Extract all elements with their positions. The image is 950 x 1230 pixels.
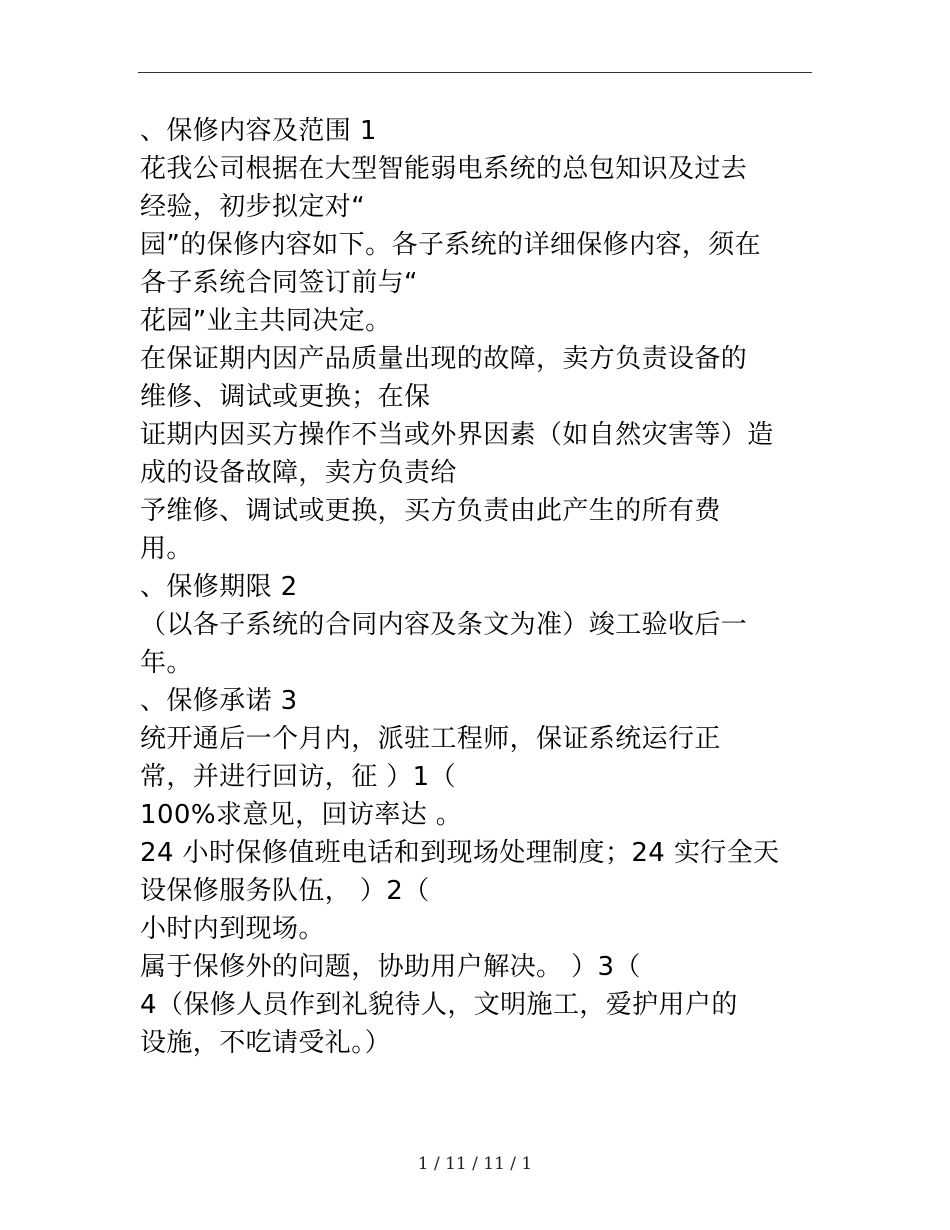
paragraph-line: 设施，不吃请受礼。） bbox=[140, 1028, 392, 1058]
paragraph-line: 各子系统合同签订前与“ bbox=[140, 268, 418, 298]
paragraph-line: 设保修服务队伍， ）2（ bbox=[140, 876, 430, 906]
paragraph-line: 证期内因买方操作不当或外界因素（如自然灾害等）造 bbox=[140, 420, 774, 450]
paragraph-line: 用。 bbox=[140, 534, 193, 564]
section-heading-2: 、保修期限 2 bbox=[140, 572, 298, 602]
paragraph-line: 24 小时保修值班电话和到现场处理制度；24 实行全天 bbox=[140, 838, 780, 868]
paragraph-line: 在保证期内因产品质量出现的故障，卖方负责设备的 bbox=[140, 344, 748, 374]
paragraph-line: 年。 bbox=[140, 648, 193, 678]
section-heading-3: 、保修承诺 3 bbox=[140, 686, 298, 716]
page-number-footer: 1 / 11 / 11 / 1 bbox=[417, 1154, 533, 1174]
paragraph-line: 统开通后一个月内，派驻工程师，保证系统运行正 bbox=[140, 724, 721, 754]
paragraph-line: 花园”业主共同决定。 bbox=[140, 306, 392, 336]
paragraph-line: 4（保修人员作到礼貌待人，文明施工，爱护用户的 bbox=[140, 990, 738, 1020]
paragraph-line: 花我公司根据在大型智能弱电系统的总包知识及过去 bbox=[140, 154, 748, 184]
paragraph-line: 小时内到现场。 bbox=[140, 914, 325, 944]
paragraph-line: 100%求意见，回访率达 。 bbox=[140, 800, 463, 830]
paragraph-line: 予维修、调试或更换，买方负责由此产生的所有费 bbox=[140, 496, 721, 526]
paragraph-line: （以各子系统的合同内容及条文为准）竣工验收后一 bbox=[140, 610, 748, 640]
paragraph-line: 常，并进行回访，征 ）1（ bbox=[140, 762, 457, 792]
paragraph-line: 成的设备故障，卖方负责给 bbox=[140, 458, 457, 488]
paragraph-line: 园”的保修内容如下。各子系统的详细保修内容，须在 bbox=[140, 230, 762, 260]
section-heading-1: 、保修内容及范围 1 bbox=[140, 116, 377, 146]
paragraph-line: 属于保修外的问题，协助用户解决。 ）3（ bbox=[140, 952, 641, 982]
header-rule bbox=[138, 72, 812, 73]
paragraph-line: 经验，初步拟定对“ bbox=[140, 192, 366, 222]
paragraph-line: 维修、调试或更换；在保 bbox=[140, 382, 431, 412]
